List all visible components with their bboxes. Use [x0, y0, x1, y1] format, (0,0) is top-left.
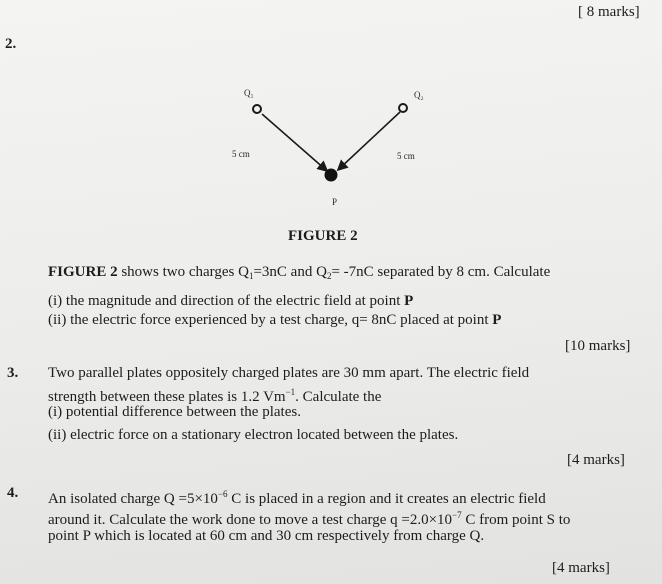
q4-line2-b: C from point S to	[461, 512, 571, 528]
q2-intro	[48, 264, 550, 285]
point-p-dot	[325, 169, 338, 182]
q2-marks-end: [10 marks]	[565, 338, 631, 354]
charge-q1-marker	[253, 105, 261, 113]
q2-part-ii-point: P	[492, 312, 502, 328]
distance-q2-label: 5 cm	[397, 151, 415, 161]
q4-line1-b: C is placed in a region and it creates an electric field	[227, 491, 546, 507]
distance-q1-label: 5 cm	[232, 149, 250, 159]
q4-line1-a: An isolated charge Q =5×10	[48, 491, 218, 507]
q4-number: 4.	[7, 485, 19, 501]
line-q1-to-p	[262, 114, 326, 170]
q2-number: 2.	[5, 36, 17, 52]
q4-line2-sup: −7	[452, 510, 462, 520]
q3-line2	[48, 384, 381, 406]
q2-intro-c: = -7nC separated by 8 cm. Calculate	[331, 264, 551, 280]
q3-number: 3.	[7, 365, 19, 381]
q2-part-i-point: P	[404, 293, 414, 309]
q4-line1-sup: −6	[217, 489, 228, 499]
q4-line3: point P which is located at 60 cm and 30 cm respectively from charge Q.	[48, 528, 485, 544]
q2-intro-a: shows two charges Q	[117, 264, 249, 280]
q4-marks: [4 marks]	[552, 560, 610, 576]
q2-part-i-text: (i) the magnitude and direction of the electric field at point	[48, 293, 405, 309]
q3-line2-sup: −1	[285, 387, 296, 397]
q4-line1	[48, 486, 546, 508]
charge-q2-marker	[399, 104, 407, 112]
figure-caption: FIGURE 2	[288, 228, 358, 244]
q3-part-ii: (ii) electric force on a stationary electron located between the plates.	[48, 427, 459, 443]
q2-intro-sub1: 1	[248, 271, 254, 281]
q4-line2-a: around it. Calculate the work done to move a test charge q =2.0×10	[48, 512, 453, 528]
q2-part-ii	[48, 312, 501, 329]
q2-part-i	[48, 293, 413, 310]
q2-marks: [ 8 marks]	[578, 4, 640, 20]
q3-line1: Two parallel plates oppositely charged plates are 30 mm apart. The electric field	[48, 365, 530, 381]
q3-marks: [4 marks]	[567, 452, 625, 468]
charge-q1-label: Q₁	[244, 88, 254, 98]
q3-line2-a: strength between these plates is 1.2 Vm	[48, 389, 286, 405]
q2-intro-sub2: 2	[326, 271, 332, 281]
charge-q2-label: Q₂	[414, 90, 424, 100]
q3-part-i: (i) potential difference between the plates.	[48, 404, 301, 420]
point-p-label: P	[332, 197, 338, 207]
q2-intro-b: =3nC and Q	[253, 264, 327, 280]
q2-part-ii-text: (ii) the electric force experienced by a test charge, q= 8nC placed at point	[48, 312, 493, 328]
figure-2-diagram	[0, 0, 662, 230]
line-q2-to-p	[339, 112, 400, 169]
q3-line2-b: . Calculate the	[295, 389, 382, 405]
q2-intro-fig: FIGURE 2	[48, 264, 118, 280]
q4-line2	[48, 507, 570, 529]
